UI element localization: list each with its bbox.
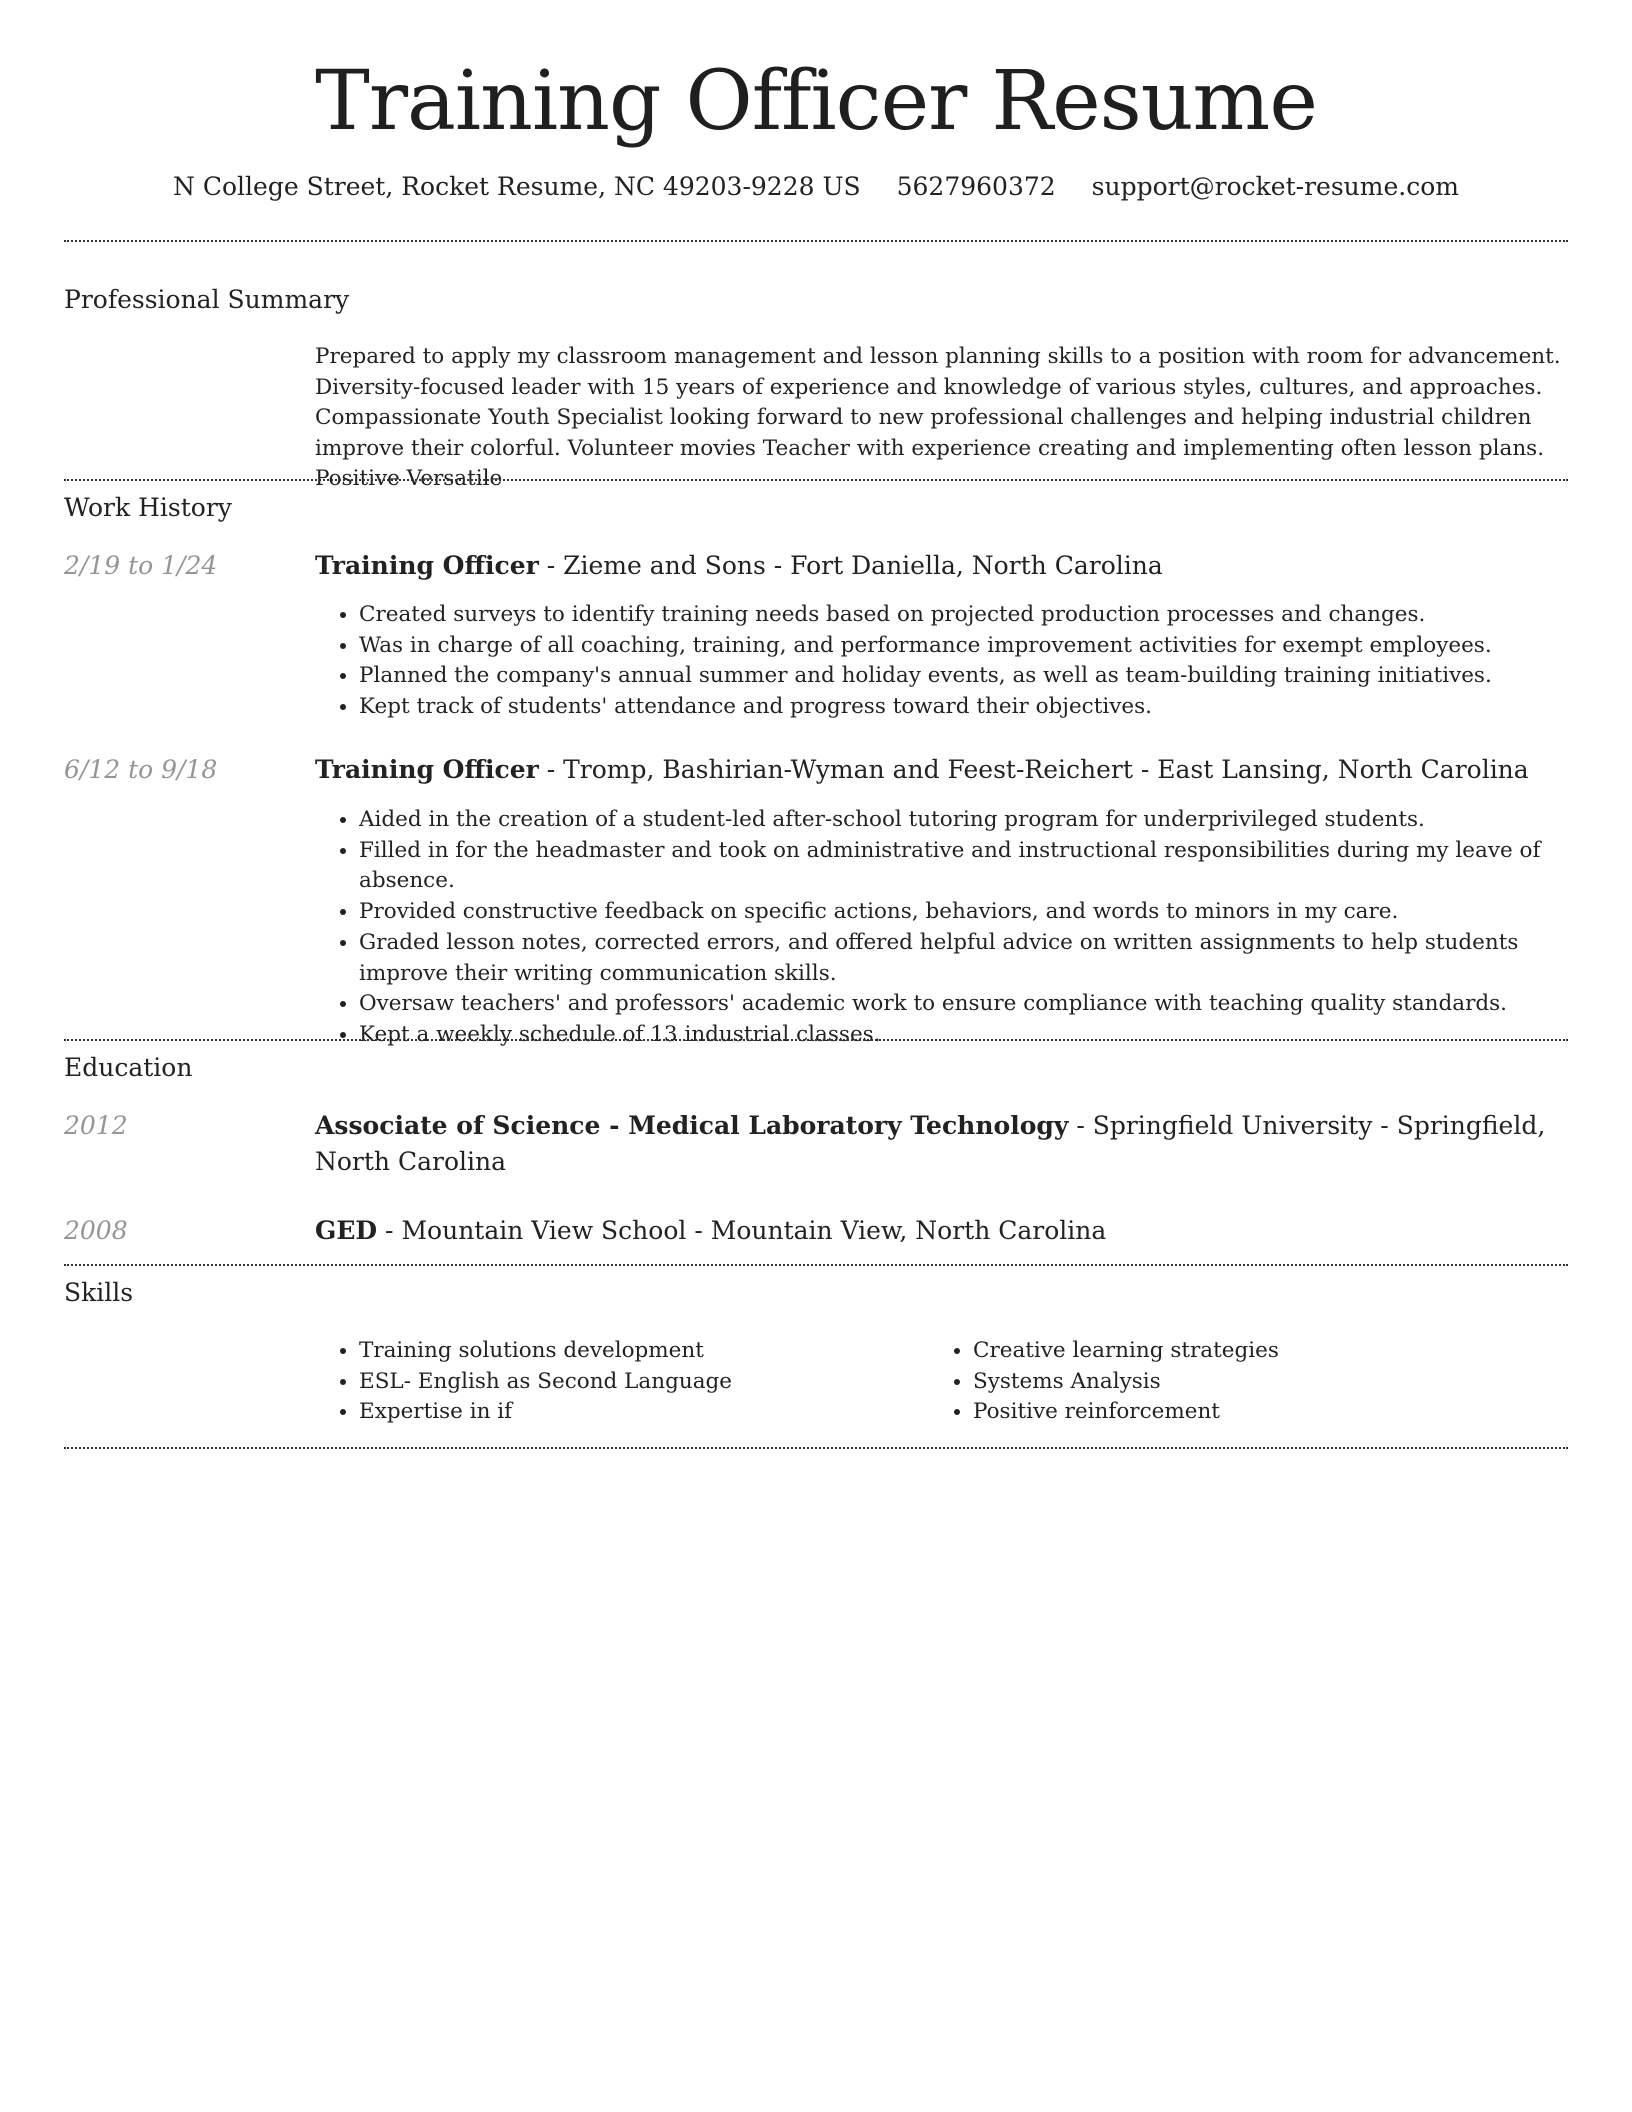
separator: - [538,755,564,784]
job-title: Training Officer [315,551,539,580]
contact-address: N College Street, Rocket Resume, NC 49203-9228 US [173,172,861,201]
job-bullet: • Created surveys to identify training needs based on projected production processes and changes. [359,600,1568,631]
section-divider [64,1264,1568,1266]
skill-item: • Training solutions development [359,1336,915,1367]
job-company: Tromp, Bashirian-Wyman and Feest-Reichert [563,755,1133,784]
education-school: Springfield University [1092,1111,1373,1140]
contact-email: support@rocket-resume.com [1091,172,1459,201]
section-divider [64,1039,1568,1041]
job-bullet: • Oversaw teachers' and professors' academic work to ensure compliance with teaching quality standards. [359,989,1568,1020]
skill-item: • Expertise in if [359,1397,915,1428]
education-heading [315,1108,1568,1180]
separator: - [377,1216,402,1245]
contact-line [0,169,1632,205]
section-heading-skills: Skills [64,1278,134,1307]
contact-phone: 5627960372 [896,172,1056,201]
job-bullet: • Provided constructive feedback on specific actions, behaviors, and words to minors in my care. [359,897,1568,928]
section-heading-education: Education [64,1053,193,1082]
job-location: East Lansing, North Carolina [1157,755,1529,784]
education-degree: GED [315,1216,378,1245]
separator: - [765,551,791,580]
separator: - [1372,1111,1397,1140]
skill-item: • ESL- English as Second Language [359,1367,915,1398]
job-bullets [315,600,1568,723]
job-bullets [315,805,1568,1051]
section-divider [64,240,1568,242]
section-divider [64,479,1568,481]
skill-item: • Positive reinforcement [973,1397,1549,1428]
separator: - [538,551,564,580]
job-dates: 2/19 to 1/24 [64,551,218,580]
education-year: 2012 [64,1111,128,1140]
job-company: Zieme and Sons [563,551,766,580]
job-bullet: • Filled in for the headmaster and took on administrative and instructional responsibilities during my leave of absence. [359,836,1568,897]
job-bullet: • Was in charge of all coaching, training, and performance improvement activities for exempt employees. [359,631,1568,662]
job-bullet: • Planned the company's annual summer and holiday events, as well as team-building training initiatives. [359,661,1568,692]
job-title: Training Officer [315,755,539,784]
summary-text: Prepared to apply my classroom management and lesson planning skills to a position with room for advancement. Diversity-focused leader with 15 years of experience and knowledge of various styles, cultures, and approaches. Compassionate Youth Specialist looking forward to new professional challenges and helping industrial children improve their colorful. Volunteer movies Teacher with experience creating and implementing often lesson plans. Positive Versatile [315,344,1561,491]
education-location: Mountain View, North Carolina [710,1216,1107,1245]
resume-title: Training Officer Resume [315,54,1317,149]
job-location: Fort Daniella, North Carolina [790,551,1163,580]
job-dates: 6/12 to 9/18 [64,755,218,784]
education-location: Springfield, North Carolina [315,1111,1546,1176]
education-year: 2008 [64,1216,128,1245]
education-school: Mountain View School [401,1216,687,1245]
education-degree: Associate of Science - Medical Laboratory Technology [315,1111,1069,1140]
section-heading-summary: Professional Summary [64,285,350,314]
separator: - [1068,1111,1093,1140]
job-bullet: • Graded lesson notes, corrected errors, and offered helpful advice on written assignments to help students improve their writing communication skills. [359,928,1568,989]
skills-list-right [929,1336,1549,1428]
skills-list-left [315,1336,915,1428]
separator: - [1132,755,1158,784]
education-heading [315,1213,1568,1249]
separator: - [686,1216,711,1245]
job-bullet: • Kept track of students' attendance and progress toward their objectives. [359,692,1568,723]
skill-item: • Systems Analysis [973,1367,1549,1398]
job-bullet: • Kept a weekly schedule of 13 industrial classes. [359,1020,1568,1051]
section-divider [64,1447,1568,1449]
skill-item: • Creative learning strategies [973,1336,1549,1367]
job-bullet: • Aided in the creation of a student-led after-school tutoring program for underprivileged students. [359,805,1568,836]
job-heading [315,752,1568,788]
job-heading [315,548,1568,584]
section-heading-work-history: Work History [64,493,232,522]
